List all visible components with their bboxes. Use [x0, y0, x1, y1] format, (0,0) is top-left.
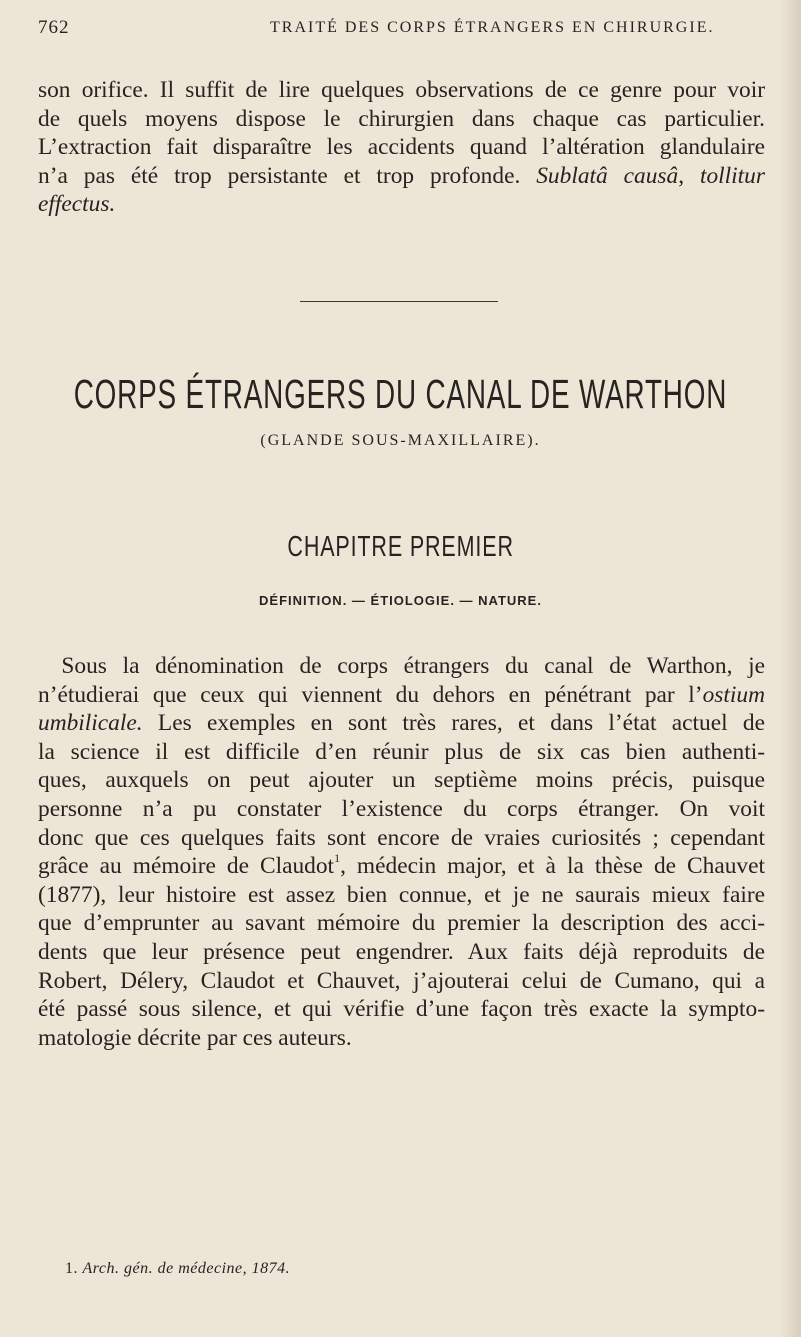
- latin-term: umbilicale.: [38, 710, 143, 737]
- section-subtitle: (GLANDE SOUS-MAXILLAIRE).: [260, 432, 541, 449]
- text-line: de quels moyens dispose le chirurgien dans chaque cas particulier.: [38, 105, 765, 132]
- page-gutter-shadow: [779, 0, 801, 1337]
- main-paragraph: [38, 652, 765, 1052]
- text-line: son orifice. Il suffit de lire quelques observations de ce genre pour voir: [38, 77, 765, 103]
- text-segment: Les exemples en sont très rares, et dans l’état actuel de: [142, 710, 765, 737]
- text-line: personne n’a pu constater l’existence du corps étranger. On voit: [38, 795, 765, 822]
- text-line: [38, 709, 765, 738]
- text-line: matologie décrite par ces auteurs.: [38, 1024, 352, 1051]
- opening-paragraph: [38, 76, 765, 219]
- text-line: que d’emprunter au savant mémoire du premier la description des acci-: [38, 910, 765, 937]
- latin-term: ostium: [702, 681, 765, 708]
- footnote-text: Arch. gén. de médecine, 1874.: [82, 1260, 291, 1277]
- chapter-title: [0, 530, 801, 564]
- text-line: L’extraction fait disparaître les accidents quand l’altération glandulaire: [38, 134, 765, 161]
- text-line: [38, 681, 765, 710]
- text-line: n’a pas été trop persistante et trop profonde. Sublatâ causâ, tollitur: [38, 162, 765, 189]
- text-line: la science il est difficile d’en réunir plus de six cas bien authenti-: [38, 738, 765, 765]
- text-segment: , médecin major, et à la thèse de Chauvet: [340, 853, 765, 880]
- section-title-text: CORPS ÉTRANGERS DU CANAL DE WARTHON: [73, 372, 728, 418]
- page-header: [38, 17, 767, 41]
- section-divider: [300, 301, 498, 302]
- footnote-number: 1.: [65, 1260, 78, 1277]
- text-line: Robert, Délery, Claudot et Chauvet, j’ajouterai celui de Cumano, qui a: [38, 967, 765, 994]
- text-line: [38, 652, 765, 681]
- footnote: [65, 1260, 290, 1278]
- page-number: 762: [38, 17, 70, 38]
- footnote-marker: 1: [334, 851, 341, 866]
- chapter-title-text: CHAPITRE PREMIER: [287, 530, 514, 564]
- latin-phrase: Sublatâ causâ: [536, 162, 679, 189]
- text-line: été passé sous silence, et qui vérifie d’une façon très exacte la sympto-: [38, 996, 765, 1023]
- running-head: TRAITÉ DES CORPS ÉTRANGERS EN CHIRURGIE.: [270, 19, 715, 36]
- section-title: [0, 372, 801, 419]
- text-line: (1877), leur histoire est assez bien connue, et je ne saurais mieux faire: [38, 881, 765, 908]
- latin-phrase: tollitur: [699, 162, 765, 189]
- text-line: ques, auxquels on peut ajouter un septième moins précis, puisque: [38, 767, 765, 794]
- text-segment: Sous la dénomination de corps étrangers du canal de Warthon, je: [61, 653, 765, 679]
- text-segment: grâce au mémoire de Claudot: [38, 853, 335, 880]
- text-line: [38, 852, 765, 881]
- text-line: dents que leur présence peut engendrer. Aux faits déjà reproduits de: [38, 938, 765, 965]
- text-segment: n’a pas été trop persistante et trop profonde.: [38, 162, 521, 189]
- text-line: donc que ces quelques faits sont encore de vraies curiosités ; cependant: [38, 824, 765, 851]
- latin-phrase-end: effectus.: [38, 191, 116, 218]
- text-segment: n’étudierai que ceux qui viennent du dehors en pénétrant par l’: [38, 681, 703, 708]
- chapter-subtitle: DÉFINITION. — ÉTIOLOGIE. — NATURE.: [259, 593, 542, 608]
